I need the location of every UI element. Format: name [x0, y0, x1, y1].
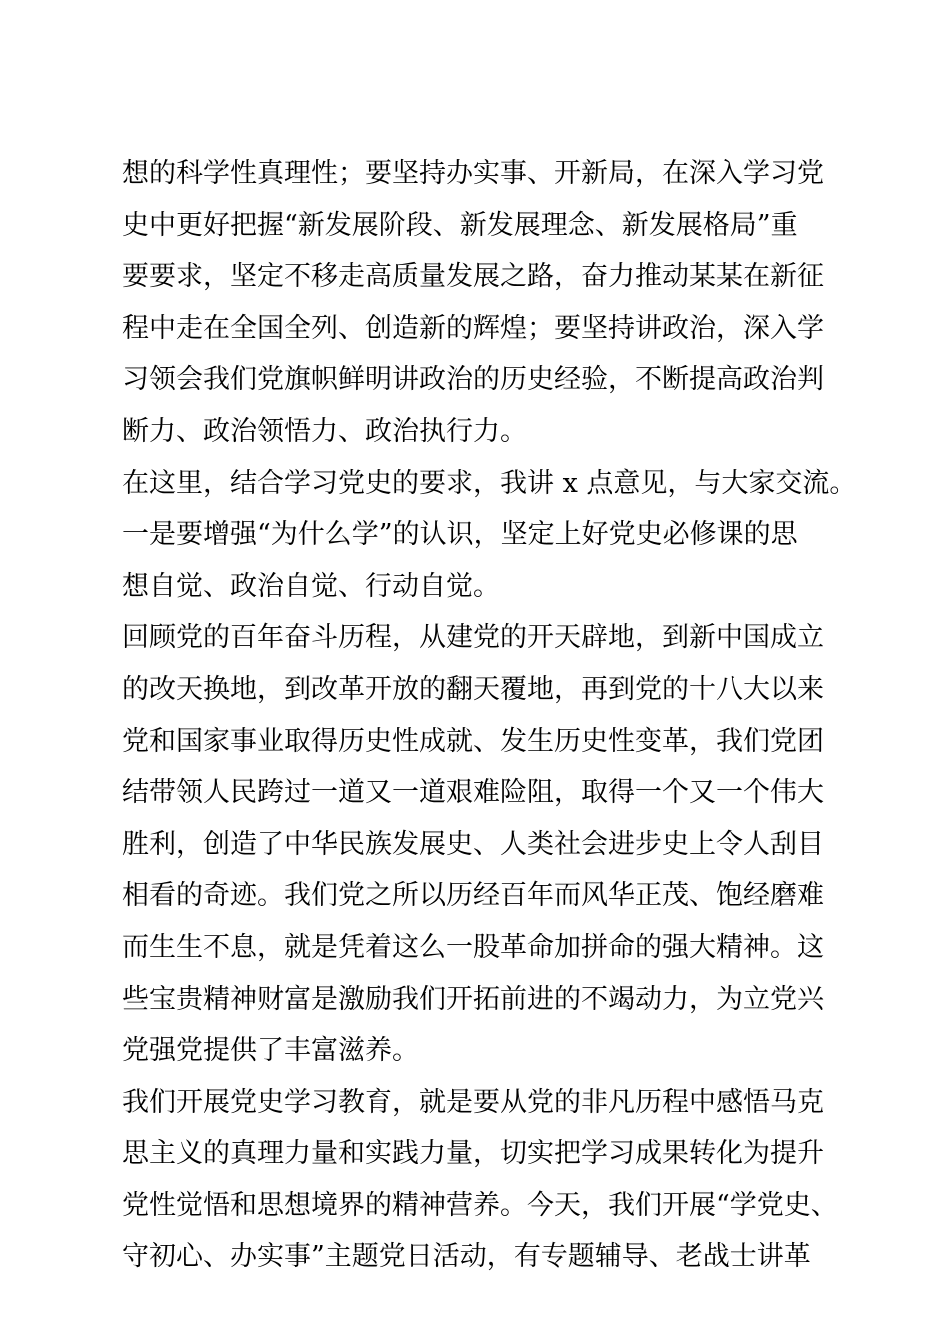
- text-line: 习领会我们党旗帜鲜明讲政治的历史经验，不断提高政治判: [122, 364, 824, 396]
- text-line: 而生生不息，就是凭着这么一股革命加拼命的强大精神。这: [122, 931, 824, 963]
- text-line: 胜利，创造了中华民族发展史、人类社会进步史上令人刮目: [122, 828, 824, 860]
- text-line: 回顾党的百年奋斗历程，从建党的开天辟地，到新中国成立: [122, 622, 824, 654]
- text-line: 党和国家事业取得历史性成就、发生历史性变革，我们党团: [122, 725, 824, 757]
- document-body: [122, 148, 857, 1283]
- text-line: 党强党提供了丰富滋养。: [122, 1035, 419, 1067]
- text-line: 史中更好把握“新发展阶段、新发展理念、新发展格局”重: [122, 209, 798, 241]
- text-line: 在这里，结合学习党史的要求，我讲 x 点意见，与大家交流。: [122, 467, 857, 499]
- text-line: 我们开展党史学习教育，就是要从党的非凡历程中感悟马克: [122, 1086, 824, 1118]
- text-line: 结带领人民跨过一道又一道艰难险阻，取得一个又一个伟大: [122, 777, 824, 809]
- text-line: 的改天换地，到改革开放的翻天覆地，再到党的十八大以来: [122, 673, 824, 705]
- text-line: 一是要增强“为什么学”的认识，坚定上好党史必修课的思: [122, 519, 798, 551]
- text-line: 些宝贵精神财富是激励我们开拓前进的不竭动力，为立党兴: [122, 983, 824, 1015]
- text-line: 断力、政治领悟力、政治执行力。: [122, 415, 527, 447]
- text-line: 思主义的真理力量和实践力量，切实把学习成果转化为提升: [122, 1138, 824, 1170]
- text-line: 想自觉、政治自觉、行动自觉。: [122, 570, 500, 602]
- text-line: 党性觉悟和思想境界的精神营养。今天，我们开展“学党史、: [122, 1189, 838, 1221]
- text-line: 程中走在全国全列、创造新的辉煌；要坚持讲政治，深入学: [122, 312, 824, 344]
- text-line: 相看的奇迹。我们党之所以历经百年而风华正茂、饱经磨难: [122, 880, 824, 912]
- text-line: 想的科学性真理性；要坚持办实事、开新局，在深入学习党: [122, 158, 824, 189]
- text-line: 要要求，坚定不移走高质量发展之路，奋力推动某某在新征: [122, 261, 824, 293]
- text-line: 守初心、办实事”主题党日活动，有专题辅导、老战士讲革: [122, 1241, 811, 1273]
